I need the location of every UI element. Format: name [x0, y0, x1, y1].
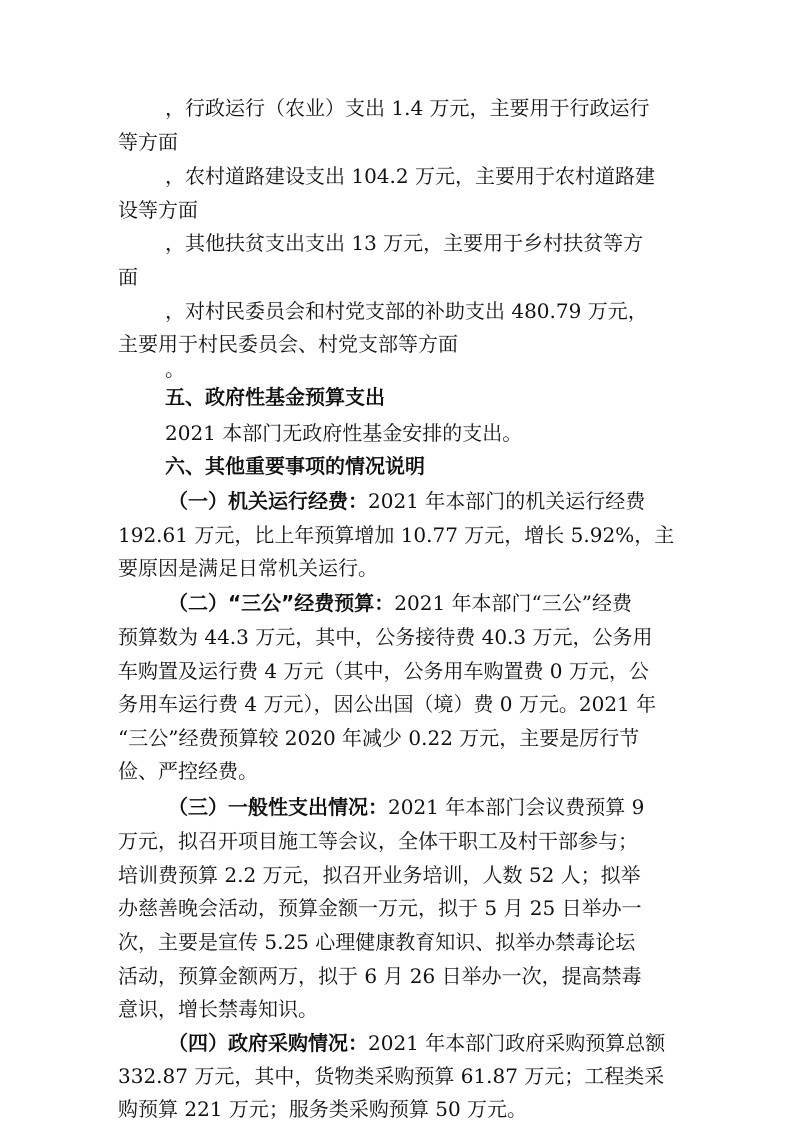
item4-label: （四）政府采购情况：: [168, 1031, 368, 1055]
item3-line2: 万元，拟召开项目施工等会议，全体干职工及村干部参与；: [118, 829, 638, 853]
section5-body: 2021 本部门无政府性基金安排的支出。: [165, 421, 523, 445]
period-line: 。: [165, 357, 185, 381]
item4-line1: [168, 1030, 665, 1056]
item3-line6: 活动，预算金额两万，拟于 6 月 26 日举办一次，提高禁毒: [118, 964, 642, 988]
item3-line5: 次，主要是宣传 5.25 心理健康教育知识、拟举办禁毒论坛: [118, 930, 636, 954]
item1-line1: [168, 488, 645, 514]
item4-line1-text: 2021 年本部门政府采购预算总额: [368, 1031, 666, 1055]
p3-line2: 面: [118, 265, 138, 289]
item2-line1: [168, 590, 632, 616]
item2-line4: 务用车运行费 4 万元），因公出国（境）费 0 万元。2021 年: [118, 692, 657, 716]
item2-line1-text: 2021 年本部门“三公”经费: [394, 591, 633, 615]
item2-line2: 预算数为 44.3 万元，其中，公务接待费 40.3 万元，公务用: [118, 625, 653, 649]
p4-line2: 主要用于村民委员会、村党支部等方面: [118, 332, 458, 356]
section5-heading: 五、政府性基金预算支出: [165, 385, 385, 409]
p4-line1: ，对村民委员会和村党支部的补助支出 480.79 万元，: [165, 299, 648, 323]
item2-line3: 车购置及运行费 4 万元（其中，公务用车购置费 0 万元，公: [118, 659, 649, 683]
item1-line2: 192.61 万元，比上年预算增加 10.77 万元，增长 5.92%，主: [118, 523, 675, 547]
item4-line2: 332.87 万元，其中，货物类采购预算 61.87 万元；工程类采: [118, 1064, 665, 1088]
section6-heading: 六、其他重要事项的情况说明: [165, 454, 425, 478]
item3-line4: 办慈善晚会活动，预算金额一万元，拟于 5 月 25 日举办一: [118, 896, 642, 920]
item1-label: （一）机关运行经费：: [168, 489, 368, 513]
item2-label: （二）“三公”经费预算：: [168, 591, 395, 615]
item1-line3: 要原因是满足日常机关运行。: [118, 556, 378, 580]
p2-line1: ，农村道路建设支出 104.2 万元，主要用于农村道路建: [165, 164, 655, 188]
item3-line7: 意识，增长禁毒知识。: [118, 997, 318, 1021]
item2-line5: “三公”经费预算较 2020 年减少 0.22 万元，主要是厉行节: [118, 726, 640, 750]
p3-line1: ，其他扶贫支出支出 13 万元，主要用于乡村扶贫等方: [165, 231, 644, 255]
item4-line3: 购预算 221 万元；服务类采购预算 50 万元。: [118, 1097, 528, 1121]
item3-line1-text: 2021 年本部门会议费预算 9: [388, 795, 645, 819]
item3-label: （三）一般性支出情况：: [168, 795, 388, 819]
p1-line1: ，行政运行（农业）支出 1.4 万元，主要用于行政运行: [165, 96, 650, 120]
item1-line1-text: 2021 年本部门的机关运行经费: [368, 489, 646, 513]
item2-line6: 俭、严控经费。: [118, 759, 258, 783]
item3-line3: 培训费预算 2.2 万元，拟召开业务培训，人数 52 人；拟举: [118, 863, 641, 887]
item3-line1: [168, 794, 644, 820]
p2-line2: 设等方面: [118, 198, 198, 222]
p1-line2: 等方面: [118, 130, 178, 154]
